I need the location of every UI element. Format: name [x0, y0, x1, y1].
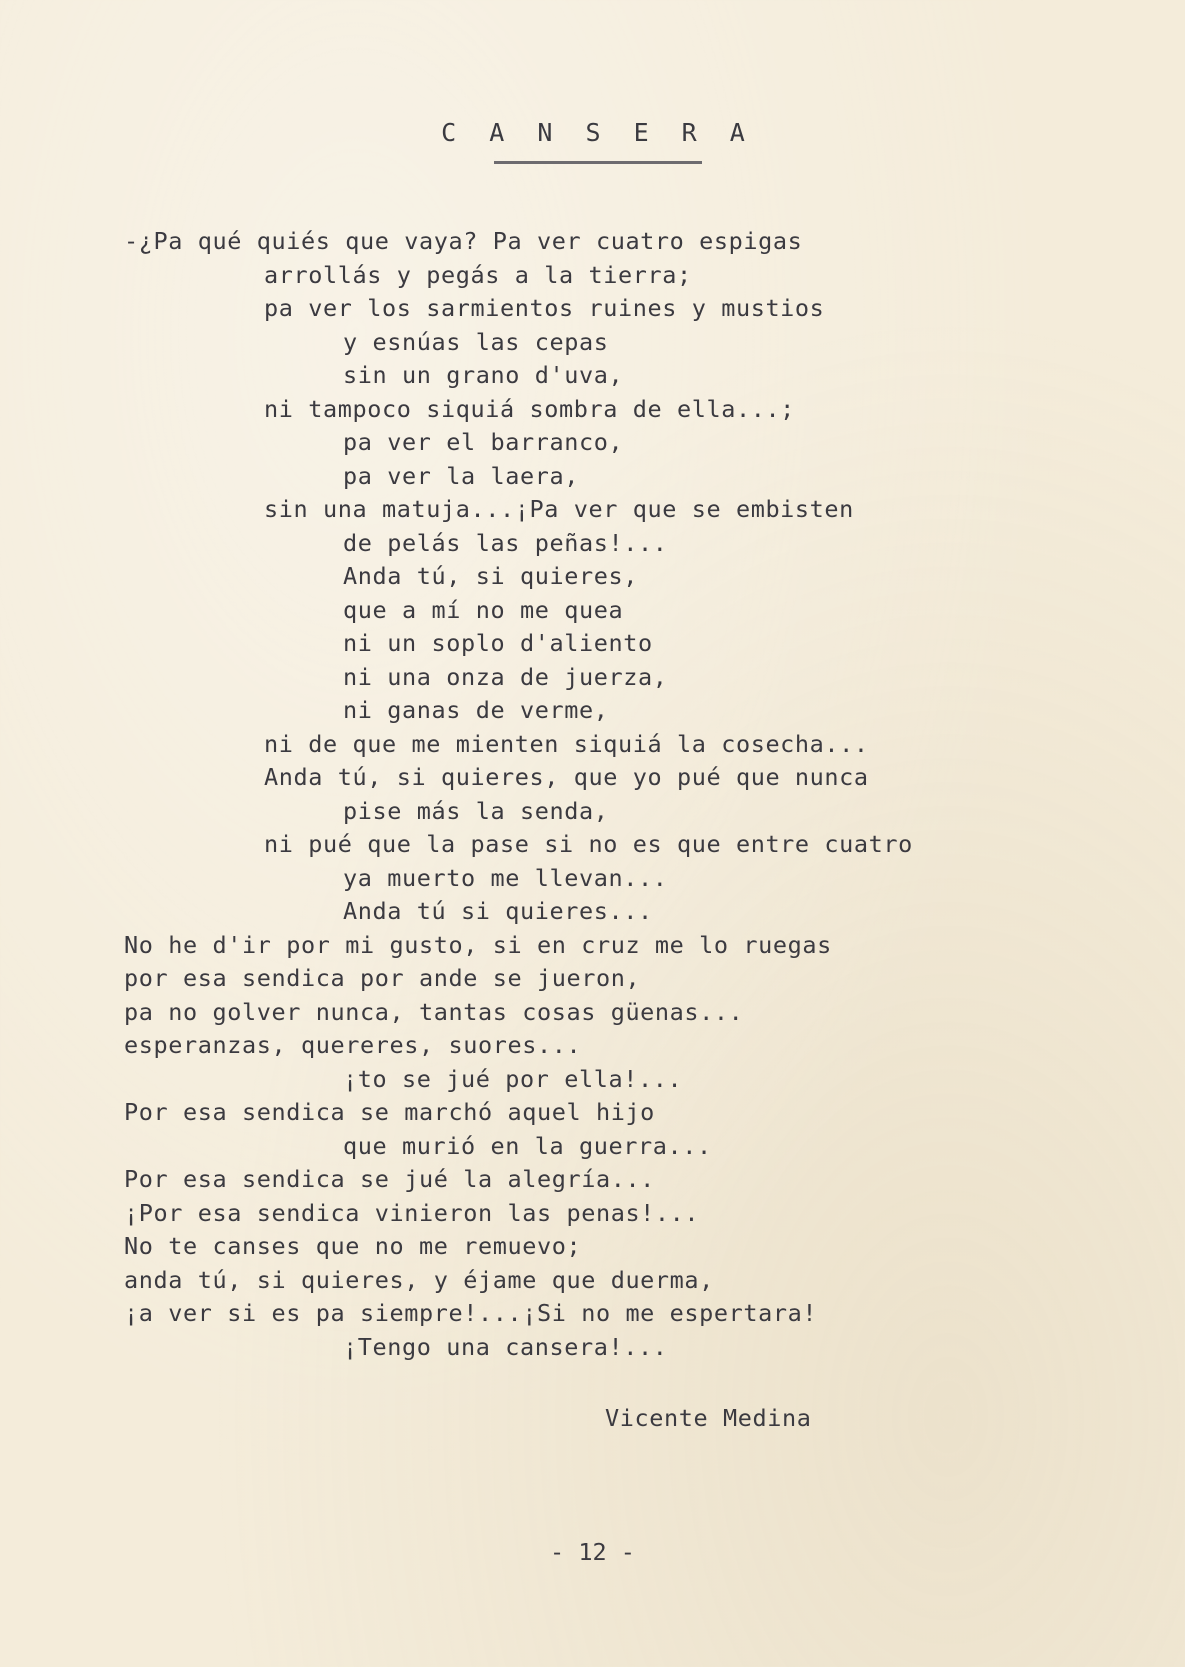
poem-title: C A N S E R A [441, 118, 754, 147]
poem-line: pa ver la laera, [343, 461, 579, 490]
poem-line: Anda tú, si quieres, que yo pué que nunca [264, 763, 869, 791]
poem-line: esperanzas, quereres, suores... [124, 1031, 582, 1059]
poem-line: ni tampoco siquiá sombra de ella...; [264, 394, 795, 423]
poem-line: pa ver el barranco, [343, 428, 624, 456]
poem-line: ni un soplo d'aliento [343, 629, 653, 657]
poem-line: -¿Pa qué quiés que vaya? Pa ver cuatro espigas [124, 227, 803, 255]
poem-line: ni una onza de juerza, [343, 662, 668, 691]
poem-line: ¡Por esa sendica vinieron las penas!... [124, 1198, 700, 1227]
poem-line: ¡a ver si es pa siempre!...¡Si no me espertara! [124, 1299, 818, 1327]
title-underline [494, 161, 702, 164]
poem-line: anda tú, si quieres, y éjame que duerma, [124, 1265, 714, 1294]
poem-line: No he d'ir por mi gusto, si en cruz me lo ruegas [124, 930, 832, 959]
page-number: - 12 - [550, 1538, 635, 1566]
poem-line: ¡to se jué por ella!... [343, 1064, 683, 1093]
poem-line: ni pué que la pase si no es que entre cuatro [264, 830, 913, 858]
poem-line: arrollás y pegás a la tierra; [264, 260, 692, 289]
poem-line: que murió en la guerra... [343, 1131, 712, 1160]
poem-line: pise más la senda, [343, 796, 609, 825]
poem-line: Anda tú, si quieres, [343, 562, 638, 590]
poem-line: Por esa sendica se marchó aquel hijo [124, 1098, 655, 1126]
poem-line: sin un grano d'uva, [343, 361, 624, 389]
poem-line: sin una matuja...¡Pa ver que se embisten [264, 495, 854, 523]
author-signature: Vicente Medina [605, 1404, 812, 1432]
poem-line: ¡Tengo una cansera!... [343, 1332, 668, 1361]
poem-line: ya muerto me llevan... [343, 863, 668, 892]
poem-line: que a mí no me quea [343, 595, 624, 624]
poem-line: pa ver los sarmientos ruines y mustios [264, 294, 825, 322]
poem-line: Anda tú si quieres... [343, 897, 653, 925]
poem-line: y esnúas las cepas [343, 327, 609, 356]
poem-line: No te canses que no me remuevo; [124, 1232, 582, 1260]
poem-line: por esa sendica por ande se jueron, [124, 964, 641, 992]
poem-line: pa no golver nunca, tantas cosas güenas... [124, 997, 744, 1026]
poem-line: ni ganas de verme, [343, 696, 609, 724]
poem-line: de pelás las peñas!... [343, 528, 668, 557]
poem-line: Por esa sendica se jué la alegría... [124, 1165, 655, 1193]
poem-line: ni de que me mienten siquiá la cosecha... [264, 729, 869, 758]
